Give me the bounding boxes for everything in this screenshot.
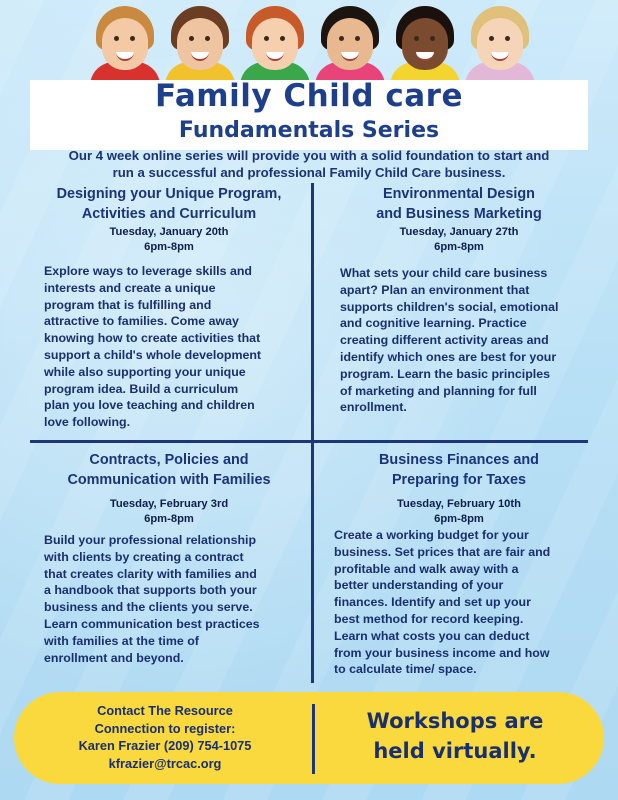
body-line: interests and create a unique [44,280,216,295]
body-line: love following. [44,415,131,430]
body-line: enrollment. [340,400,407,415]
body-line: knowing how to create activities that [44,331,261,346]
body-line: support a child's whole development [44,347,262,362]
body-line: program idea. Build a curriculum [44,381,239,396]
contact-phone: Karen Frazier (209) 754-1075 [78,738,252,753]
body-line: What sets your child care business [340,266,548,280]
section-title: Contracts, Policies and Communication with Families [67,452,271,488]
children-photo [90,0,530,90]
body-line: better understanding of your [334,578,504,593]
body-line: and cognitive learning. Practice [340,316,527,331]
section-date: Tuesday, January 27th 6pm-8pm [399,226,519,253]
body-line: a handbook that supports both your [44,583,257,598]
body-line: Learn what costs you can deduct [334,628,530,643]
body-line: identify which ones are best for your [340,349,557,364]
child-figure [165,6,235,86]
body-line: program that is fulfilling and [44,297,212,312]
contact-email: kfrazier@trcac.org [108,755,222,771]
section-body [44,532,310,666]
body-line: business and the clients you serve. [44,600,253,615]
body-line: plan you love teaching and children [44,398,255,413]
section-date: Tuesday, February 10th 6pm-8pm [397,498,521,525]
section-title: Designing your Unique Program, Activities and Curriculum [56,186,282,222]
section-date: Tuesday, January 20th 6pm-8pm [109,226,229,253]
page-subtitle: Fundamentals Series [178,118,440,143]
virtual-notice: Workshops are held virtually. [366,709,544,763]
body-line: apart? Plan an environment that [340,282,530,297]
body-line: that creates clarity with families and [44,566,257,581]
section-title: Business Finances and Preparing for Taxes [379,452,539,488]
child-figure [90,6,160,86]
section-body [334,527,604,678]
page-title: Family Child care [155,78,463,114]
horizontal-divider [30,440,588,443]
body-line: program. Learn the basic principles [340,366,551,381]
body-line: business. Set prices that are fair and [334,544,551,559]
contact-info: Contact The Resource Connection to register: Karen Frazier (209) 754-1075 kfrazier@trcac.org [40,702,290,772]
section-date: Tuesday, February 3rd 6pm-8pm [109,498,229,525]
body-line: with families at the time of [44,633,199,648]
body-line: of marketing and planning for full [340,383,537,398]
section-body [340,265,602,416]
child-figure [315,6,385,86]
body-line: from your business income and how [334,645,550,660]
body-line: finances. Identify and set up your [334,595,531,610]
body-line: creating different activity areas and [340,333,549,348]
body-line: with clients by creating a contract [44,549,244,564]
body-line: to calculate time/ space. [334,662,477,677]
body-line: enrollment and beyond. [44,650,184,665]
child-figure [390,6,460,86]
vertical-divider [311,183,314,683]
child-figure [240,6,310,86]
body-line: while also supporting your unique [44,364,246,379]
child-figure [465,6,535,86]
body-line: Explore ways to leverage skills and [44,264,252,278]
intro-text: Our 4 week online series will provide you with a solid foundation to start and run a successful and professional Family Child Care business. [68,148,550,180]
body-line: supports children's social, emotional [340,299,559,314]
body-line: profitable and walk away with a [334,561,519,576]
body-line: attractive to families. Come away [44,314,239,329]
body-line: best method for record keeping. [334,611,524,626]
body-line: Learn communication best practices [44,616,260,631]
body-line: Create a working budget for your [334,528,529,542]
footer-divider [312,704,315,774]
body-line: Build your professional relationship [44,533,257,547]
section-title: Environmental Design and Business Marketing [376,186,542,222]
section-body [44,263,306,431]
